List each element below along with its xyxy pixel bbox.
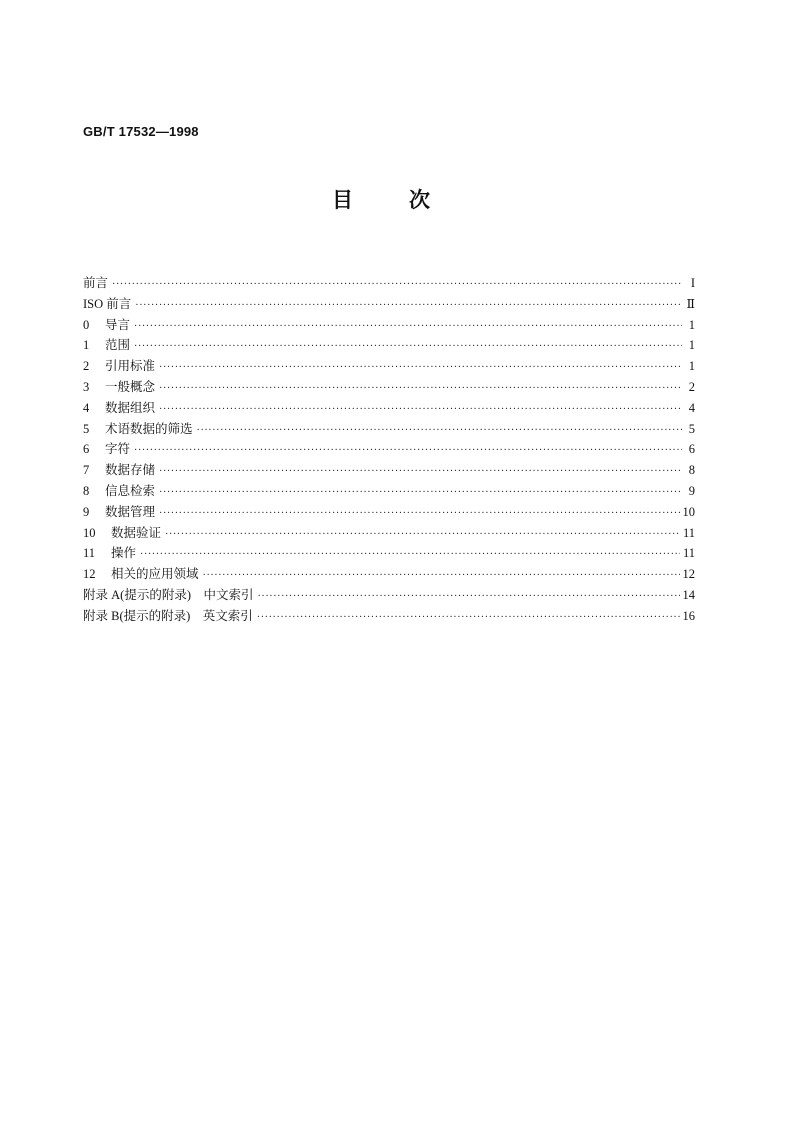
toc-entry-label: 附录 B(提示的附录) 英文索引: [83, 608, 253, 623]
dot-leader: [159, 358, 682, 379]
toc-entry-number: 7: [83, 463, 90, 478]
dot-leader: [134, 317, 682, 338]
dot-leader: [159, 504, 679, 525]
table-of-contents: [83, 273, 695, 627]
toc-entry-label: 数据管理: [105, 504, 156, 519]
toc-entry-label: 范围: [105, 338, 131, 353]
toc-entry-label: 相关的应用领域: [111, 567, 199, 582]
toc-entry-label: 术语数据的筛选: [105, 421, 193, 436]
toc-entry-label: 数据验证: [111, 525, 162, 540]
toc-entry-number: 4: [83, 400, 90, 415]
dot-leader: [257, 587, 679, 608]
toc-entry-label: 数据存储: [105, 463, 156, 478]
toc-entry-6[interactable]: [83, 439, 695, 460]
dot-leader: [165, 525, 680, 546]
toc-page-number: 1: [688, 359, 695, 374]
title-char-2: 次: [409, 188, 430, 212]
toc-entry-number: 8: [83, 483, 90, 498]
toc-entry-7[interactable]: [83, 460, 695, 481]
toc-page-number: 11: [682, 525, 695, 540]
toc-entry-number: 12: [83, 567, 96, 582]
toc-entry-number: 6: [83, 442, 90, 457]
dot-leader: [257, 608, 680, 629]
dot-leader: [112, 275, 682, 296]
toc-entry-number: 1: [83, 338, 90, 353]
toc-entry-number: 2: [83, 359, 90, 374]
toc-page-number: I: [690, 276, 695, 290]
toc-page-number: 6: [688, 442, 695, 457]
toc-entry-3[interactable]: [83, 377, 695, 398]
toc-entry-label: 信息检索: [105, 483, 156, 498]
dot-leader: [159, 400, 682, 421]
dot-leader: [134, 337, 682, 358]
toc-entry-number: 9: [83, 504, 90, 519]
toc-entry-label: 数据组织: [105, 400, 156, 415]
toc-page-number: 12: [682, 567, 695, 582]
toc-page-number: 11: [682, 546, 695, 561]
toc-entry-number: 0: [83, 317, 90, 332]
toc-page-number: 10: [682, 504, 695, 519]
toc-entry-label: 引用标准: [105, 359, 156, 374]
dot-leader: [159, 462, 682, 483]
toc-entry-8[interactable]: [83, 481, 695, 502]
dot-leader: [140, 545, 680, 566]
toc-entry-foreword[interactable]: [83, 273, 695, 294]
toc-entry-label: 操作: [111, 546, 137, 561]
toc-entry-9[interactable]: [83, 502, 695, 523]
toc-page-number: 5: [688, 421, 695, 436]
toc-entry-label: 一般概念: [105, 379, 156, 394]
dot-leader: [159, 483, 682, 504]
dot-leader: [159, 379, 682, 400]
toc-page-number: 14: [682, 587, 695, 602]
toc-entry-label: 导言: [105, 317, 131, 332]
toc-page-number: Ⅱ: [686, 296, 695, 311]
toc-entry-label: ISO 前言: [83, 296, 132, 311]
toc-entry-2[interactable]: [83, 356, 695, 377]
title-char-1: 目: [332, 188, 353, 212]
toc-page-number: 2: [688, 379, 695, 394]
toc-entry-1[interactable]: [83, 335, 695, 356]
dot-leader: [203, 566, 680, 587]
toc-entry-appendix-b[interactable]: [83, 606, 695, 627]
toc-entry-number: 5: [83, 421, 90, 436]
toc-entry-number: 11: [83, 546, 96, 561]
toc-entry-number: 3: [83, 379, 90, 394]
toc-entry-4[interactable]: [83, 398, 695, 419]
toc-page-number: 16: [682, 608, 695, 623]
toc-entry-iso-foreword[interactable]: [83, 294, 695, 315]
toc-page-number: 8: [688, 463, 695, 478]
page-title: [332, 184, 430, 214]
toc-page-number: 4: [688, 400, 695, 415]
toc-page-number: 1: [688, 317, 695, 332]
toc-page-number: 9: [688, 483, 695, 498]
toc-entry-5[interactable]: [83, 419, 695, 440]
toc-entry-11[interactable]: [83, 543, 695, 564]
dot-leader: [197, 421, 682, 442]
toc-entry-10[interactable]: [83, 523, 695, 544]
toc-entry-number: 10: [83, 525, 96, 540]
dot-leader: [135, 296, 682, 317]
standard-code: GB/T 17532—1998: [83, 124, 199, 139]
toc-entry-label: 前言: [83, 276, 109, 290]
toc-entry-0[interactable]: [83, 315, 695, 336]
toc-entry-label: 字符: [105, 442, 131, 457]
dot-leader: [134, 441, 682, 462]
toc-entry-label: 附录 A(提示的附录) 中文索引: [83, 587, 254, 602]
toc-page-number: 1: [688, 338, 695, 353]
toc-entry-appendix-a[interactable]: [83, 585, 695, 606]
toc-entry-12[interactable]: [83, 564, 695, 585]
